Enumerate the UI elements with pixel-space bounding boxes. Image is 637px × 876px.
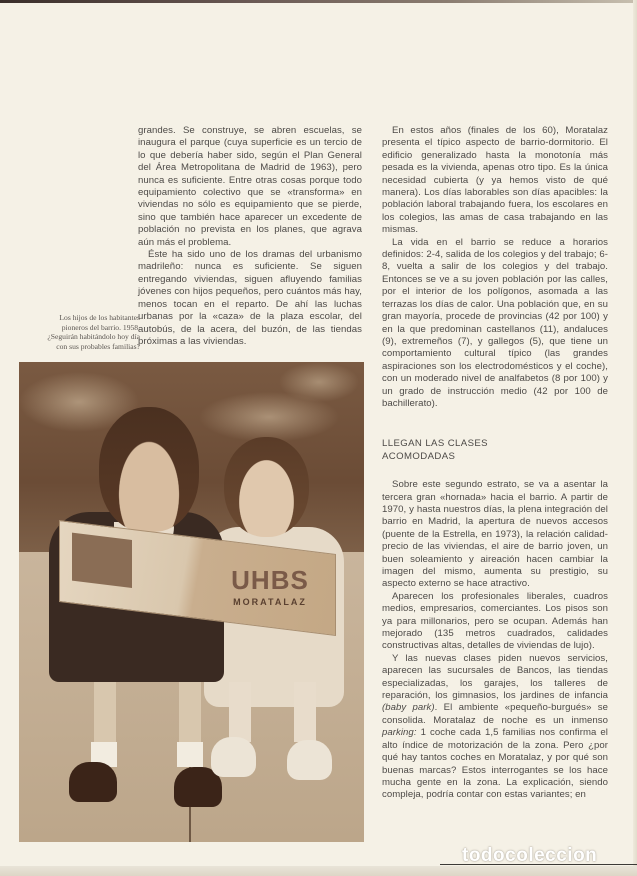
- photo-detail: [211, 737, 256, 777]
- page-bottom-edge: [0, 866, 637, 876]
- paragraph: En estos años (finales de los 60), Moratalaz presenta el típico aspecto de barrio-dormitorio. El edificio generalizado hasta la monotonía más pesada es la vivienda, apenas otro tipo. Es la única necesidad cubierta (y ya hemos visto de qué manera). Los días laborables son días apacibles: la población laboral trabajando fuera, los escolares en los colegios, las amas de casa trabajando en las mismas.: [382, 125, 608, 236]
- paragraph: Y las nuevas clases piden nuevos servicios, aparecen las sucursales de Bancos, las tiendas especializadas, los garajes, los talleres de reparación, los gimnasios, los jardines de infancia (baby park). El ambiente «pequeño-burgués» se consolida. Moratalaz de noche es un inmenso parking: 1 coche cada 1,5 familias nos confirma el alto índice de motorización de la zona. Pero ¿por qué hay tantos coches en Moratalaz, y por qué son buenas marcas? Estos interrogantes se los hace mucha gente en la zona. La explicación, siendo compleja, podría contar con estas variantes; en: [382, 652, 608, 801]
- photo-children-reading: [19, 362, 364, 842]
- paragraph: grandes. Se construye, se abren escuelas, se inaugura el parque (cuya superficie es un tercio de lo que debería haber sido, según el Plan General del Área Metropolitana de Madrid de 1963), pero nunca es suficiente. Entre otras cosas porque todo equipamiento colectivo que se «transforma» en viviendas no sólo es equipamiento que se pierde, sino que también hace aparecer un excedente de población no prevista en los planes, que agrava aún más el problema.: [138, 125, 362, 248]
- caption-line: con sus probables familias?: [56, 341, 140, 351]
- text-column-left: [138, 125, 362, 348]
- text-column-right: [382, 125, 608, 802]
- caption-line: pioneros del barrio. 1958.: [61, 322, 140, 332]
- magazine-title: UHBS: [231, 564, 309, 595]
- page-right-edge: [633, 0, 637, 876]
- photo-detail: [287, 740, 332, 780]
- watermark: todocoleccion: [462, 845, 598, 866]
- photo-caption: [24, 313, 140, 351]
- section-heading: [382, 438, 608, 463]
- magazine-subtitle: MORATALAZ: [233, 596, 307, 607]
- heading-line: ACOMODADAS: [382, 450, 456, 462]
- photo-detail: [69, 762, 117, 802]
- paragraph: Aparecen los profesionales liberales, cuadros medios, empresarios, comerciantes. Los pisos son ya para millonarios, pero se ocupan. Además han mejorado (135 metros cuadrados, calidades constructivas altas, detalles de viviendas de lujo).: [382, 590, 608, 652]
- magazine-image: [72, 533, 132, 588]
- caption-line: Los hijos de los habitantes: [59, 313, 140, 322]
- caption-line: ¿Seguirán habitándolo hoy día: [47, 332, 140, 342]
- paragraph: Sobre este segundo estrato, se va a asentar la tercera gran «hornada» hacia el barrio. A partir de 1970, y hasta nuestros días, la plena integración del barrio en Madrid, la apertura de nuevos accesos (puente de la Estrella, en 1973), la relación calidad-precio de las viviendas, el aire de barrio joven, un buen soleamiento y aireación hacen cambiar la imagen del mismo, aumenta su prestigio, su aspecto externo se hace atractivo.: [382, 479, 608, 590]
- photo-detail: [229, 682, 251, 742]
- paragraph: La vida en el barrio se reduce a horarios definidos: 2-4, salida de los colegios y del trabajo; 6-8, vuelta a salir de los colegios y del trabajo. Entonces se ve a su joven población por las calles, por el interior de los polígonos, asomada a las terrazas los días de calor. Una población que, en su gran mayoría, procede de provincias (42 por 100) y en la que predominan castellanos (11), andaluces (9), extremeños (7), y gallegos (5), que tiene un comportamiento cultural típico (las grandes aspiraciones son los electrodomésticos y el coche), con un moderado nivel de analfabetos (8 por 100) y un grado de instrucción medio (42 por 100 de bachillerato).: [382, 236, 608, 409]
- paragraph: Éste ha sido uno de los dramas del urbanismo madrileño: nunca es suficiente. Se siguen entregando viviendas, siguen afluyendo familias jóvenes con hijos pequeños, pero cuántos más hay, menos tocan en el reparto. De ahí las luchas urbanas por la «caza» de la plaza escolar, del autobús, de la acera, del buzón, de las tiendas próximas a las viviendas.: [138, 249, 362, 347]
- page-top-edge: [0, 0, 637, 3]
- photo-detail: [294, 682, 316, 742]
- photo-boy-head: [99, 407, 199, 532]
- heading-line: LLEGAN LAS CLASES: [382, 438, 488, 450]
- photo-detail: [177, 742, 203, 767]
- photo-girl-head: [224, 437, 309, 537]
